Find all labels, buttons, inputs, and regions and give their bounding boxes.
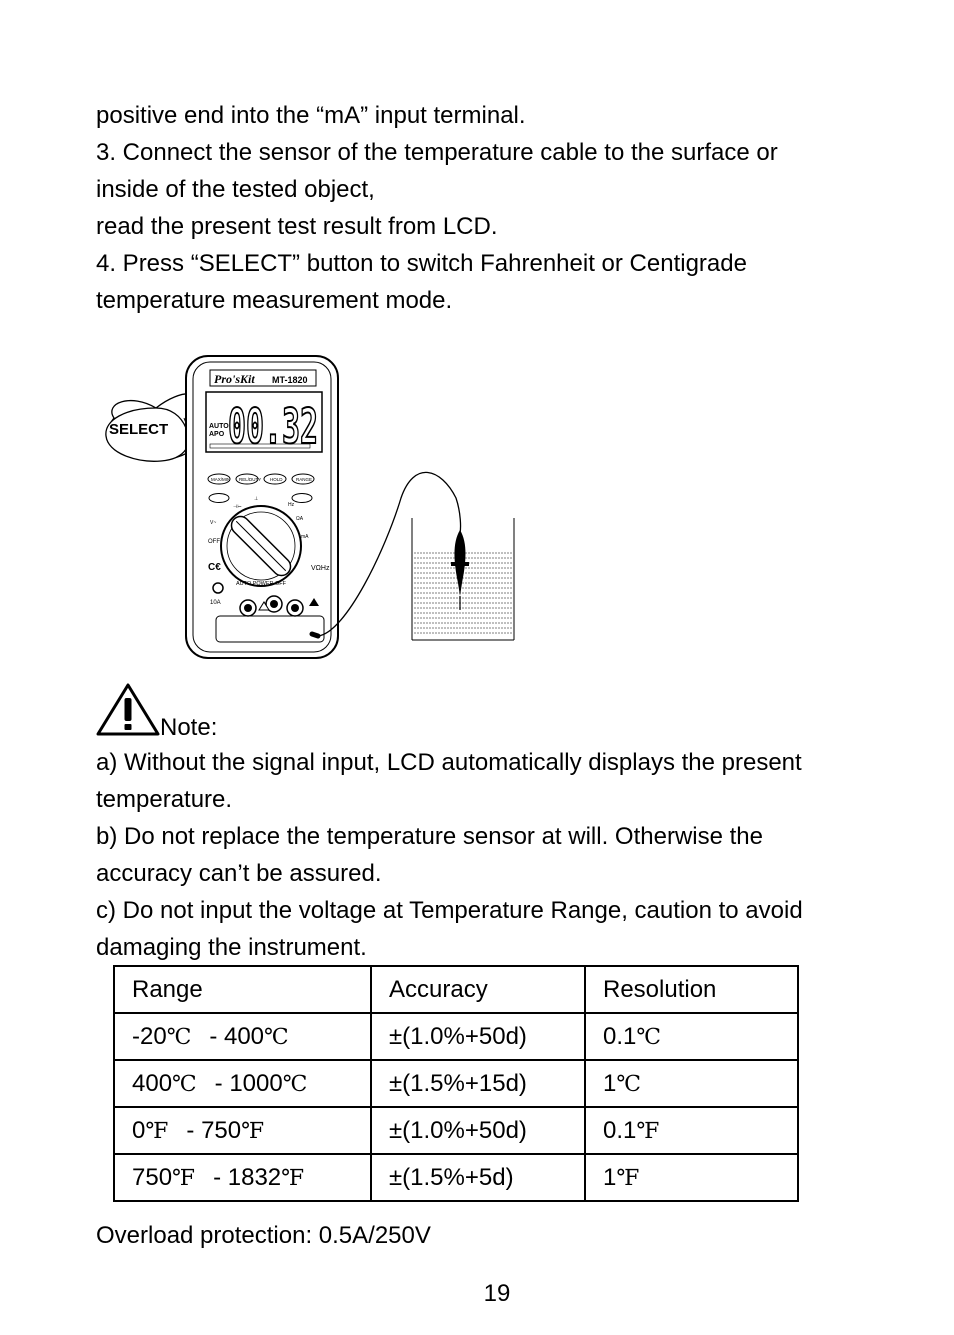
svg-text:V~: V~ <box>210 520 217 526</box>
header-range: Range <box>114 966 371 1013</box>
note-header <box>96 680 396 740</box>
svg-text:⊣⊢: ⊣⊢ <box>233 504 242 510</box>
resolution-cell: 1℉ <box>585 1154 798 1201</box>
accuracy-cell: ±(1.0%+50d) <box>371 1107 585 1154</box>
svg-text:Hz: Hz <box>288 502 295 508</box>
note-line: b) Do not replace the temperature sensor at will. Otherwise the <box>96 823 763 850</box>
table-row <box>114 1060 798 1107</box>
lcd-reading: 00.32 <box>228 399 318 455</box>
beaker <box>412 518 514 640</box>
note-line: c) Do not input the voltage at Temperature Range, caution to avoid <box>96 897 803 924</box>
intro-line: temperature measurement mode. <box>96 287 453 314</box>
range-cell: 0℉ - 750℉ <box>114 1107 371 1154</box>
intro-line: read the present test result from LCD. <box>96 213 498 240</box>
brand-logo: Pro'sKit <box>214 372 255 386</box>
svg-text:⊥: ⊥ <box>254 496 259 502</box>
svg-text:RANGE: RANGE <box>296 477 313 482</box>
temperature-spec-table <box>113 965 799 1202</box>
overload-protection-text: Overload protection: 0.5A/250V <box>96 1222 431 1249</box>
range-cell: 750℉ - 1832℉ <box>114 1154 371 1201</box>
table-row <box>114 1107 798 1154</box>
lcd-auto: AUTO <box>209 423 229 430</box>
accuracy-cell: ±(1.0%+50d) <box>371 1013 585 1060</box>
auto-power-off-label: AUTO POWER OFF <box>236 581 287 587</box>
multimeter-illustration <box>96 348 526 668</box>
intro-paragraph <box>96 97 896 319</box>
table-header-row <box>114 966 798 1013</box>
intro-line: positive end into the “mA” input terminal. <box>96 102 526 129</box>
model-label: MT-1820 <box>272 375 308 385</box>
header-resolution: Resolution <box>585 966 798 1013</box>
page-number: 19 <box>483 1280 511 1307</box>
table-row <box>114 1013 798 1060</box>
svg-text:C€: C€ <box>208 562 221 573</box>
intro-line: 4. Press “SELECT” button to switch Fahrenheit or Centigrade <box>96 250 747 277</box>
table-row <box>114 1154 798 1201</box>
range-cell: 400℃ - 1000℃ <box>114 1060 371 1107</box>
note-line: accuracy can’t be assured. <box>96 860 382 887</box>
lcd-apo: APO <box>209 431 225 438</box>
intro-line: inside of the tested object, <box>96 176 375 203</box>
resolution-cell: 1℃ <box>585 1060 798 1107</box>
accuracy-cell: ±(1.5%+5d) <box>371 1154 585 1201</box>
resolution-cell: 0.1℃ <box>585 1013 798 1060</box>
select-callout-label: SELECT <box>109 421 169 438</box>
note-label: Note: <box>160 714 218 741</box>
probe-cable <box>318 472 461 636</box>
intro-line: 3. Connect the sensor of the temperature cable to the surface or <box>96 139 778 166</box>
terminal-10a-label: 10A <box>210 600 221 606</box>
note-line: damaging the instrument. <box>96 934 367 961</box>
warning-triangle-icon <box>96 682 160 738</box>
svg-text:HOLD: HOLD <box>270 477 283 482</box>
svg-text:VΩHz: VΩHz <box>311 565 330 572</box>
svg-text:ΩA: ΩA <box>296 516 304 522</box>
svg-text:REL/DUTY: REL/DUTY <box>239 477 262 482</box>
note-line: a) Without the signal input, LCD automatically displays the present <box>96 749 802 776</box>
resolution-cell: 0.1℉ <box>585 1107 798 1154</box>
note-line: temperature. <box>96 786 233 813</box>
svg-text:mA: mA <box>301 534 309 540</box>
note-paragraph <box>96 744 896 966</box>
accuracy-cell: ±(1.5%+15d) <box>371 1060 585 1107</box>
dial-off-label: OFF <box>208 539 220 545</box>
range-cell: -20℃ - 400℃ <box>114 1013 371 1060</box>
header-accuracy: Accuracy <box>371 966 585 1013</box>
svg-text:MAX/MIN: MAX/MIN <box>211 477 231 482</box>
